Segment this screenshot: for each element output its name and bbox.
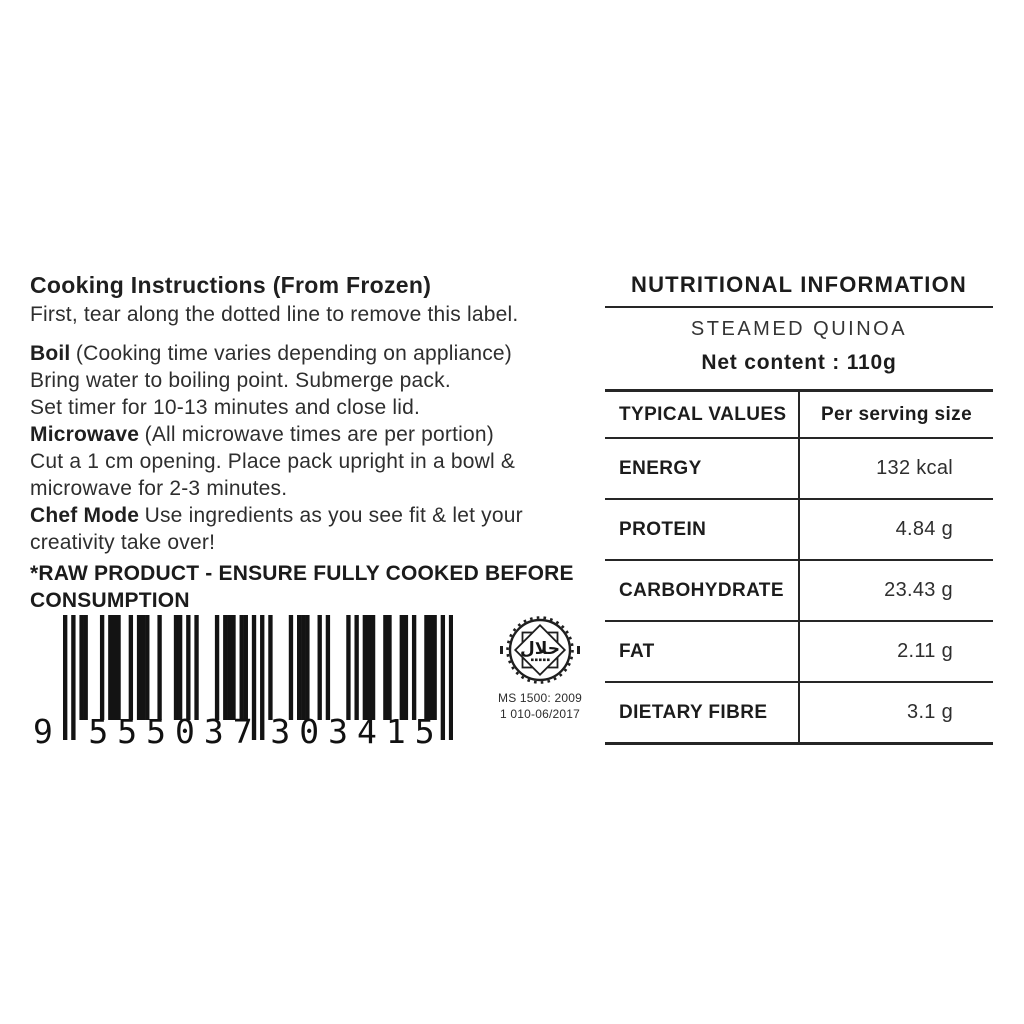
microwave-instruction-line3: microwave for 2-3 minutes. [30,477,288,500]
row-label: CARBOHYDRATE [619,579,784,601]
nutrition-title: NUTRITIONAL INFORMATION [631,272,967,297]
cooking-instructions-section [30,270,582,614]
chef-mode-label: Chef Mode [30,504,140,527]
header-cell-per-serving [798,392,993,437]
chef-mode-note: Use ingredients as you see fit & let your [144,504,523,527]
row-label: FAT [619,640,655,662]
row-value: 23.43 g [884,579,953,601]
cooking-instructions-heading: Cooking Instructions (From Frozen) [30,272,432,298]
microwave-instruction-line1 [30,421,582,448]
halal-logo-icon [499,612,581,690]
row-label: ENERGY [619,457,702,479]
product-name: STEAMED QUINOA [690,318,908,340]
halal-certification [496,612,584,722]
boil-note: (Cooking time varies depending on appliance) [75,342,512,365]
boil-instruction-line3: Set timer for 10-13 minutes and close lid. [30,396,421,419]
table-row-fat [605,622,993,683]
header-cell-typical-values [605,392,798,437]
raw-product-warning-line2: CONSUMPTION [30,589,190,612]
row-value: 2.11 g [897,640,953,662]
halal-cert-standard: MS 1500: 2009 [498,691,582,705]
net-content: Net content : 110g [701,351,897,374]
row-label: DIETARY FIBRE [619,701,768,723]
microwave-instruction-line2: Cut a 1 cm opening. Place pack upright in a bowl & [30,450,516,473]
barcode-digit-first: 9 [33,712,53,751]
row-label: PROTEIN [619,518,707,540]
microwave-note: (All microwave times are per portion) [144,423,494,446]
title-divider [605,306,993,308]
barcode [33,615,457,757]
cooking-intro-line: First, tear along the dotted line to remove this label. [30,303,519,326]
table-row-energy [605,439,993,500]
paragraph-gap [30,328,582,340]
row-value: 3.1 g [907,701,953,723]
nutrition-table [605,389,993,745]
halal-arabic-text: حلال [520,639,560,659]
microwave-label: Microwave [30,423,140,446]
barcode-digits-left: 555037 [88,712,262,751]
boil-instruction-line2: Bring water to boiling point. Submerge pack. [30,369,451,392]
table-row-protein [605,500,993,561]
col2-header-label: Per serving size [820,403,973,425]
table-row-carbohydrate [605,561,993,622]
boil-label: Boil [30,342,71,365]
boil-instruction-line1 [30,340,582,367]
raw-product-warning-line1: *RAW PRODUCT - ENSURE FULLY COOKED BEFORE [30,562,574,585]
halal-cert-number: 1 010-06/2017 [499,707,580,721]
table-row-dietary-fibre [605,683,993,742]
chef-mode-line2: creativity take over! [30,531,216,554]
chef-mode-line1 [30,502,582,529]
row-value: 4.84 g [895,518,953,540]
barcode-digits-right: 303415 [270,712,444,751]
col1-header-label: TYPICAL VALUES [619,403,787,425]
row-value: 132 kcal [876,457,953,479]
nutrition-section [605,270,993,745]
nutrition-table-header-row [605,392,993,439]
